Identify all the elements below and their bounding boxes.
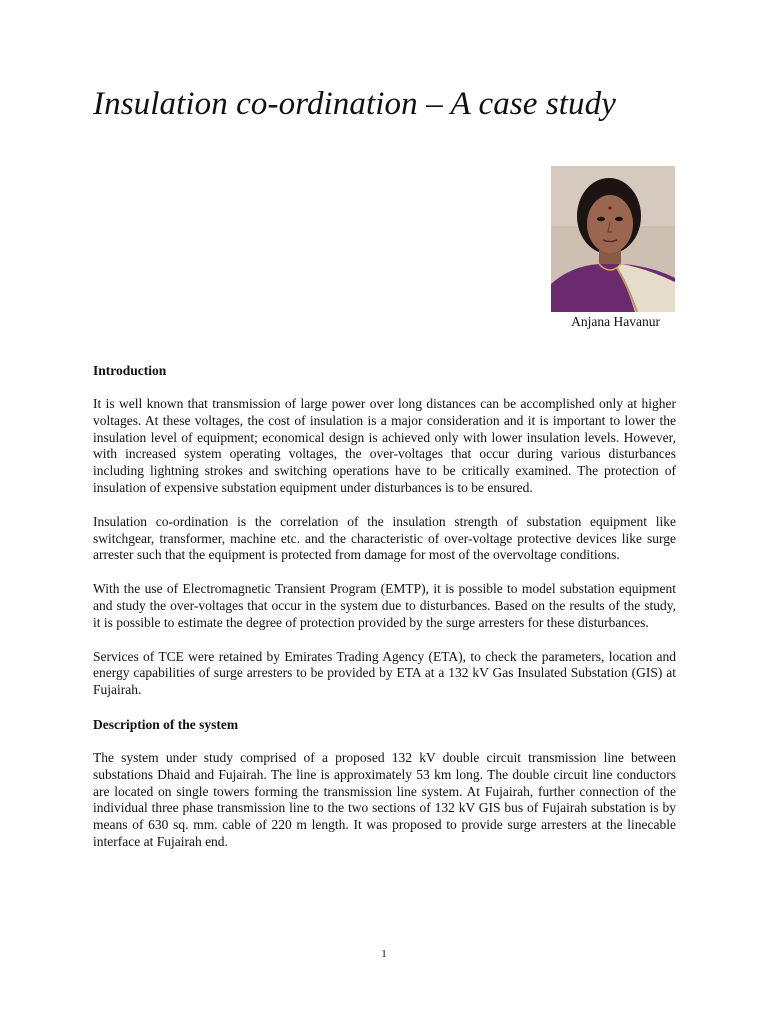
paragraph: It is well known that transmission of large power over long distances can be accomplished only at higher voltages. At these voltages, the cost of insulation is a major consideration and it is important to lower the insulation level of equipment; economical design is achieved only with lower insulation levels. However, with increased system operating voltages, the over-voltages that occur during various disturbances including lightning strokes and switching operations have to be critically examined. The protection of insulation of expensive substation equipment under disturbances is to be ensured. bbox=[93, 396, 676, 495]
page-number: 1 bbox=[381, 948, 387, 960]
document-body bbox=[93, 362, 676, 868]
section-heading-introduction: Introduction bbox=[93, 363, 167, 378]
document-title: Insulation co-ordination – A case study bbox=[93, 86, 617, 122]
section-heading-system-description: Description of the system bbox=[93, 716, 239, 732]
paragraph: Services of TCE were retained by Emirates Trading Agency (ETA), to check the parameters, location and energy capabilities of surge arresters to be provided by ETA at a 132 kV Gas Insulated Substation (GIS) at Fujairah. bbox=[93, 648, 676, 698]
paragraph: With the use of Electromagnetic Transient Program (EMTP), it is possible to model substation equipment and study the over-voltages that occur in the system due to disturbances. Based on the results of the study, it is possible to estimate the degree of protection provided by the surge arresters for these disturbances. bbox=[93, 581, 676, 630]
author-caption: Anjana Havanur bbox=[571, 314, 660, 329]
author-photo bbox=[551, 166, 675, 312]
paragraph: The system under study comprised of a proposed 132 kV double circuit transmission line between substations Dhaid and Fujairah. The line is approximately 53 km long. The double circuit line conductors are located on single towers forming the transmission line system. At Fujairah, further connection of the individual three phase transmission line to the two sections of 132 kV GIS bus of Fujairah substation is by means of 630 sq. mm. cable of 220 m length. It was proposed to provide surge arresters at the linecable interface at Fujairah end. bbox=[93, 749, 676, 849]
paragraph: Insulation co-ordination is the correlation of the insulation strength of substation equipment like switchgear, transformer, machine etc. and the characteristic of over-voltage protective devices like surge arrester such that the equipment is protected from damage for most of the overvoltage conditions. bbox=[93, 513, 676, 563]
